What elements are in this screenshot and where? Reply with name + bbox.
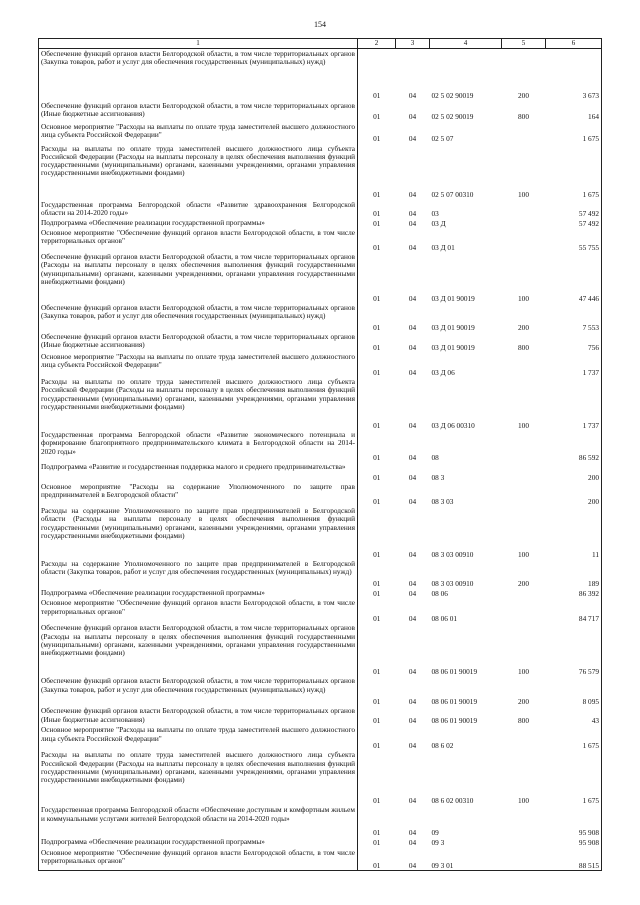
table-row xyxy=(39,462,602,482)
row-description: Подпрограмма «Обеспечение реализации государственной программы» xyxy=(39,588,358,598)
row-amount: 200 xyxy=(546,482,602,506)
row-expense-type: 200 xyxy=(518,697,529,707)
row-section-code: 01 xyxy=(373,293,381,303)
row-expense-type xyxy=(502,462,546,482)
table-row xyxy=(39,218,602,228)
row-description: Подпрограмма «Развитие и государственная поддержка малого и среднего предпринимательства» xyxy=(39,462,358,482)
table-row xyxy=(39,49,602,101)
row-amount: 1 675 xyxy=(546,144,602,200)
row-amount: 86 392 xyxy=(546,588,602,598)
row-description: Подпрограмма «Обеспечение реализации государственной программы» xyxy=(39,837,358,847)
row-description: Обеспечение функций органов власти Белгородской области, в том числе территориальных органов (Расходы на выплаты персоналу в целях обеспечения выполнения функций государственными (муниципальными) органами, казенными учреждениями, органами управления государственными внебюджетными фондами) xyxy=(39,623,358,676)
row-description: Расходы на выплаты по оплате труда заместителей высшего должностного лица субъекта Российской Федерации (Расходы на выплаты персоналу в целях обеспечения выполнения функций государственными (муниципальными) органами, казенными учреждениями, органами управления государственными внебюджетными фондами) xyxy=(39,750,358,805)
row-expense-type xyxy=(502,200,546,218)
header-col-3: 3 xyxy=(396,39,430,49)
row-description: Расходы на выплаты по оплате труда заместителей высшего должностного лица субъекта Российской Федерации (Расходы на выплаты персоналу в целях обеспечения выполнения функций государственными (муниципальными) органами, казенными учреждениями, органами управления государственными внебюджетными фондами) xyxy=(39,377,358,430)
row-target-article: 08 06 01 90019 xyxy=(431,697,478,707)
row-subsection-code: 04 xyxy=(408,697,417,707)
row-description: Расходы на выплаты по оплате труда заместителей высшего должностного лица субъекта Российской Федерации (Расходы на выплаты персоналу в целях обеспечения выполнения функций государственными (муниципальными) органами, казенными учреждениями, органами управления государственными внебюджетными фондами) xyxy=(39,144,358,200)
row-section-code: 01 xyxy=(358,848,396,871)
row-amount: 11 xyxy=(546,506,602,559)
table-row xyxy=(39,430,602,462)
row-expense-type xyxy=(502,218,546,228)
row-target-article: 02 5 02 90019 xyxy=(431,112,474,122)
table-row xyxy=(39,848,602,871)
row-section-code: 01 xyxy=(373,828,381,838)
table-row xyxy=(39,588,602,598)
row-section-code: 01 xyxy=(373,367,381,377)
row-description: Основное мероприятие "Расходы на содержание Уполномоченного по защите прав предпринимателей в Белгородской области" xyxy=(39,482,358,506)
row-description: Государственная программа Белгородской области «Развитие экономического потенциала и формирование благоприятного предпринимательского климата в Белгородской области на 2014-2020 годы» xyxy=(39,430,358,462)
row-expense-type: 800 xyxy=(518,342,529,352)
row-target-article: 02 5 07 00310 xyxy=(431,190,474,200)
row-description: Основное мероприятие "Расходы на выплаты по оплате труда заместителей высшего должностного лица субъекта Российской Федерации" xyxy=(39,725,358,750)
row-section-code: 01 xyxy=(373,322,381,332)
row-target-article: 08 6 02 00310 xyxy=(431,796,474,806)
row-amount: 55 755 xyxy=(546,228,602,252)
table-row xyxy=(39,506,602,559)
row-target-article: 09 3 01 xyxy=(430,848,502,871)
row-amount: 43 xyxy=(546,706,602,725)
page-number: 154 xyxy=(314,20,326,29)
row-subsection-code: 04 xyxy=(408,838,417,848)
row-subsection-code: 04 xyxy=(408,716,417,726)
row-section-code: 01 xyxy=(373,472,381,482)
row-expense-type: 800 xyxy=(518,112,529,122)
row-target-article: 08 6 02 xyxy=(431,741,454,751)
row-section-code: 01 xyxy=(373,420,381,430)
row-expense-type xyxy=(502,848,546,871)
row-expense-type: 200 xyxy=(518,91,529,101)
row-subsection-code: 04 xyxy=(396,848,430,871)
row-subsection-code: 04 xyxy=(408,472,417,482)
row-expense-type xyxy=(502,588,546,598)
row-amount: 7 553 xyxy=(546,303,602,332)
row-amount: 1 737 xyxy=(546,377,602,430)
row-amount: 57 492 xyxy=(546,200,602,218)
row-description: Основное мероприятие "Обеспечение функций органов власти Белгородской области, в том числе территориальных органов" xyxy=(39,848,358,871)
row-subsection-code: 04 xyxy=(408,190,417,200)
row-expense-type xyxy=(502,122,546,144)
row-subsection-code: 04 xyxy=(408,578,417,588)
row-section-code: 01 xyxy=(373,667,381,677)
row-description: Обеспечение функций органов власти Белгородской области, в том числе территориальных органов (Расходы на выплаты персоналу в целях обеспечения выполнения функций государственными (муниципальными) органами, казенными учреждениями, органами управления государственными внебюджетными фондами) xyxy=(39,252,358,303)
row-description: Обеспечение функций органов власти Белгородской области, в том числе территориальных органов (Иные бюджетные ассигнования) xyxy=(39,101,358,122)
row-description: Основное мероприятие "Расходы на выплаты по оплате труда заместителей высшего должностного лица субъекта Российской Федерации" xyxy=(39,352,358,377)
row-expense-type xyxy=(502,352,546,377)
row-target-article: 08 06 01 90019 xyxy=(431,667,478,677)
row-section-code: 01 xyxy=(373,112,381,122)
row-amount: 47 446 xyxy=(546,252,602,303)
row-subsection-code: 04 xyxy=(408,134,417,144)
row-target-article: 03 Д xyxy=(431,218,446,228)
row-description: Основное мероприятие "Расходы на выплаты по оплате труда заместителей высшего должностного лица субъекта Российской Федерации" xyxy=(39,122,358,144)
table-row xyxy=(39,144,602,200)
row-amount: 76 579 xyxy=(546,623,602,676)
row-expense-type: 200 xyxy=(518,322,529,332)
table-row xyxy=(39,623,602,676)
table-row xyxy=(39,332,602,352)
table-row xyxy=(39,200,602,218)
row-section-code: 01 xyxy=(373,716,381,726)
row-description: Обеспечение функций органов власти Белгородской области, в том числе территориальных органов (Закупка товаров, работ и услуг для обеспечения государственных (муниципальных) нужд) xyxy=(39,303,358,332)
header-col-6: 6 xyxy=(546,39,602,49)
row-subsection-code: 04 xyxy=(408,208,417,218)
table-row xyxy=(39,598,602,623)
row-amount: 164 xyxy=(546,101,602,122)
row-amount: 1 737 xyxy=(546,352,602,377)
row-description: Основное мероприятие "Обеспечение функций органов власти Белгородской области, в том числе территориальных органов" xyxy=(39,598,358,623)
row-target-article: 03 xyxy=(431,208,439,218)
row-subsection-code: 04 xyxy=(408,420,417,430)
row-subsection-code: 04 xyxy=(408,589,417,599)
row-target-article: 03 Д 01 90019 xyxy=(431,293,475,303)
row-description: Обеспечение функций органов власти Белгородской области, в том числе территориальных органов (Иные бюджетные ассигнования) xyxy=(39,332,358,352)
row-section-code: 01 xyxy=(373,578,381,588)
row-amount: 86 592 xyxy=(546,430,602,462)
row-section-code: 01 xyxy=(373,589,381,599)
budget-table xyxy=(38,38,602,871)
row-expense-type: 100 xyxy=(518,190,529,200)
row-description: Государственная программа Белгородской области «Обеспечение доступным и комфортным жильем и коммунальными услугами жителей Белгородской области на 2014-2020 годы» xyxy=(39,805,358,837)
row-expense-type xyxy=(502,598,546,623)
row-amount: 95 908 xyxy=(546,805,602,837)
row-expense-type: 100 xyxy=(518,293,529,303)
row-subsection-code: 04 xyxy=(408,614,417,624)
row-expense-type xyxy=(502,482,546,506)
header-col-5: 5 xyxy=(502,39,546,49)
row-amount: 1 675 xyxy=(546,122,602,144)
row-subsection-code: 04 xyxy=(408,667,417,677)
row-amount: 84 717 xyxy=(546,598,602,623)
row-section-code: 01 xyxy=(373,134,381,144)
row-target-article: 08 06 01 90019 xyxy=(431,716,478,726)
header-row xyxy=(39,39,602,49)
row-description: Обеспечение функций органов власти Белгородской области, в том числе территориальных органов (Закупка товаров, работ и услуг для обеспечения государственных (муниципальных) нужд) xyxy=(39,676,358,706)
row-section-code: 01 xyxy=(373,614,381,624)
table-row xyxy=(39,122,602,144)
row-description: Расходы на содержание Уполномоченного по защите прав предпринимателей в Белгородской области (Расходы на выплаты персоналу в целях обеспечения выполнения функций государственными (муниципальными) органами, казенными учреждениями, органами управления государственными внебюджетными фондами) xyxy=(39,506,358,559)
row-amount: 1 675 xyxy=(546,725,602,750)
row-target-article: 03 Д 01 xyxy=(431,242,455,252)
table-row xyxy=(39,559,602,588)
row-description: Обеспечение функций органов власти Белгородской области, в том числе территориальных органов (Иные бюджетные ассигнования) xyxy=(39,706,358,725)
row-amount: 3 673 xyxy=(546,49,602,101)
row-target-article: 08 3 03 xyxy=(431,496,454,506)
row-target-article: 08 xyxy=(431,452,439,462)
table-row xyxy=(39,482,602,506)
row-section-code: 01 xyxy=(373,91,381,101)
row-subsection-code: 04 xyxy=(408,741,417,751)
row-section-code: 01 xyxy=(373,242,381,252)
table-row xyxy=(39,252,602,303)
row-description: Расходы на содержание Уполномоченного по защите прав предпринимателей в Белгородской области (Закупка товаров, работ и услуг для обеспечения государственных (муниципальных) нужд) xyxy=(39,559,358,588)
row-expense-type xyxy=(502,430,546,462)
row-target-article: 09 xyxy=(431,828,439,838)
header-col-2: 2 xyxy=(358,39,396,49)
row-expense-type: 100 xyxy=(518,796,529,806)
row-target-article: 03 Д 06 xyxy=(431,367,455,377)
row-section-code: 01 xyxy=(373,697,381,707)
row-amount: 1 675 xyxy=(546,750,602,805)
row-subsection-code: 04 xyxy=(408,293,417,303)
row-section-code: 01 xyxy=(373,342,381,352)
row-target-article: 08 06 01 xyxy=(431,614,458,624)
row-target-article: 03 Д 01 90019 xyxy=(431,342,475,352)
row-amount: 200 xyxy=(546,462,602,482)
row-expense-type: 800 xyxy=(518,716,529,726)
row-subsection-code: 04 xyxy=(408,367,417,377)
table-row xyxy=(39,837,602,847)
row-target-article: 09 3 xyxy=(431,838,445,848)
row-subsection-code: 04 xyxy=(408,496,417,506)
row-target-article: 02 5 02 90019 xyxy=(431,91,474,101)
row-target-article: 08 3 03 00910 xyxy=(431,578,474,588)
row-section-code: 01 xyxy=(373,218,381,228)
row-subsection-code: 04 xyxy=(408,828,417,838)
row-expense-type: 100 xyxy=(518,549,529,559)
row-target-article: 08 3 xyxy=(431,472,445,482)
header-col-4: 4 xyxy=(430,39,502,49)
table-row xyxy=(39,303,602,332)
row-description: Основное мероприятие "Обеспечение функций органов власти Белгородской области, в том числе территориальных органов" xyxy=(39,228,358,252)
row-description: Подпрограмма «Обеспечение реализации государственной программы» xyxy=(39,218,358,228)
table-row xyxy=(39,676,602,706)
row-section-code: 01 xyxy=(373,549,381,559)
row-amount: 88 515 xyxy=(546,848,602,871)
row-amount: 95 908 xyxy=(546,837,602,847)
row-section-code: 01 xyxy=(373,190,381,200)
table-row xyxy=(39,352,602,377)
row-target-article: 02 5 07 xyxy=(431,134,454,144)
row-subsection-code: 04 xyxy=(408,322,417,332)
row-section-code: 01 xyxy=(373,452,381,462)
row-subsection-code: 04 xyxy=(408,796,417,806)
row-amount: 756 xyxy=(546,332,602,352)
row-expense-type: 100 xyxy=(518,667,529,677)
table-row xyxy=(39,228,602,252)
row-amount: 8 095 xyxy=(546,676,602,706)
row-section-code: 01 xyxy=(373,208,381,218)
row-expense-type: 200 xyxy=(518,578,529,588)
row-target-article: 08 06 xyxy=(431,589,448,599)
row-section-code: 01 xyxy=(373,838,381,848)
row-description: Государственная программа Белгородской области «Развитие здравоохранения Белгородской области на 2014-2020 годы» xyxy=(39,200,358,218)
row-subsection-code: 04 xyxy=(408,342,417,352)
row-expense-type xyxy=(502,805,546,837)
row-subsection-code: 04 xyxy=(408,218,417,228)
row-section-code: 01 xyxy=(373,796,381,806)
row-target-article: 03 Д 06 00310 xyxy=(431,420,475,430)
row-amount: 189 xyxy=(546,559,602,588)
table-row xyxy=(39,805,602,837)
row-target-article: 03 Д 01 90019 xyxy=(431,322,475,332)
row-subsection-code: 04 xyxy=(408,91,417,101)
row-expense-type xyxy=(502,837,546,847)
row-section-code: 01 xyxy=(373,741,381,751)
header-col-1: 1 xyxy=(39,39,358,49)
table-row xyxy=(39,101,602,122)
row-expense-type xyxy=(502,725,546,750)
row-subsection-code: 04 xyxy=(408,452,417,462)
row-expense-type: 100 xyxy=(518,420,529,430)
row-description: Обеспечение функций органов власти Белгородской области, в том числе территориальных органов (Закупка товаров, работ и услуг для обеспечения государственных (муниципальных) нужд) xyxy=(39,49,358,101)
row-section-code: 01 xyxy=(373,496,381,506)
table-row xyxy=(39,750,602,805)
row-target-article: 08 3 03 00910 xyxy=(431,549,474,559)
table-row xyxy=(39,706,602,725)
row-subsection-code: 04 xyxy=(408,549,417,559)
table-row xyxy=(39,725,602,750)
row-expense-type xyxy=(502,228,546,252)
row-subsection-code: 04 xyxy=(408,242,417,252)
row-amount: 57 492 xyxy=(546,218,602,228)
table-row xyxy=(39,377,602,430)
row-subsection-code: 04 xyxy=(408,112,417,122)
